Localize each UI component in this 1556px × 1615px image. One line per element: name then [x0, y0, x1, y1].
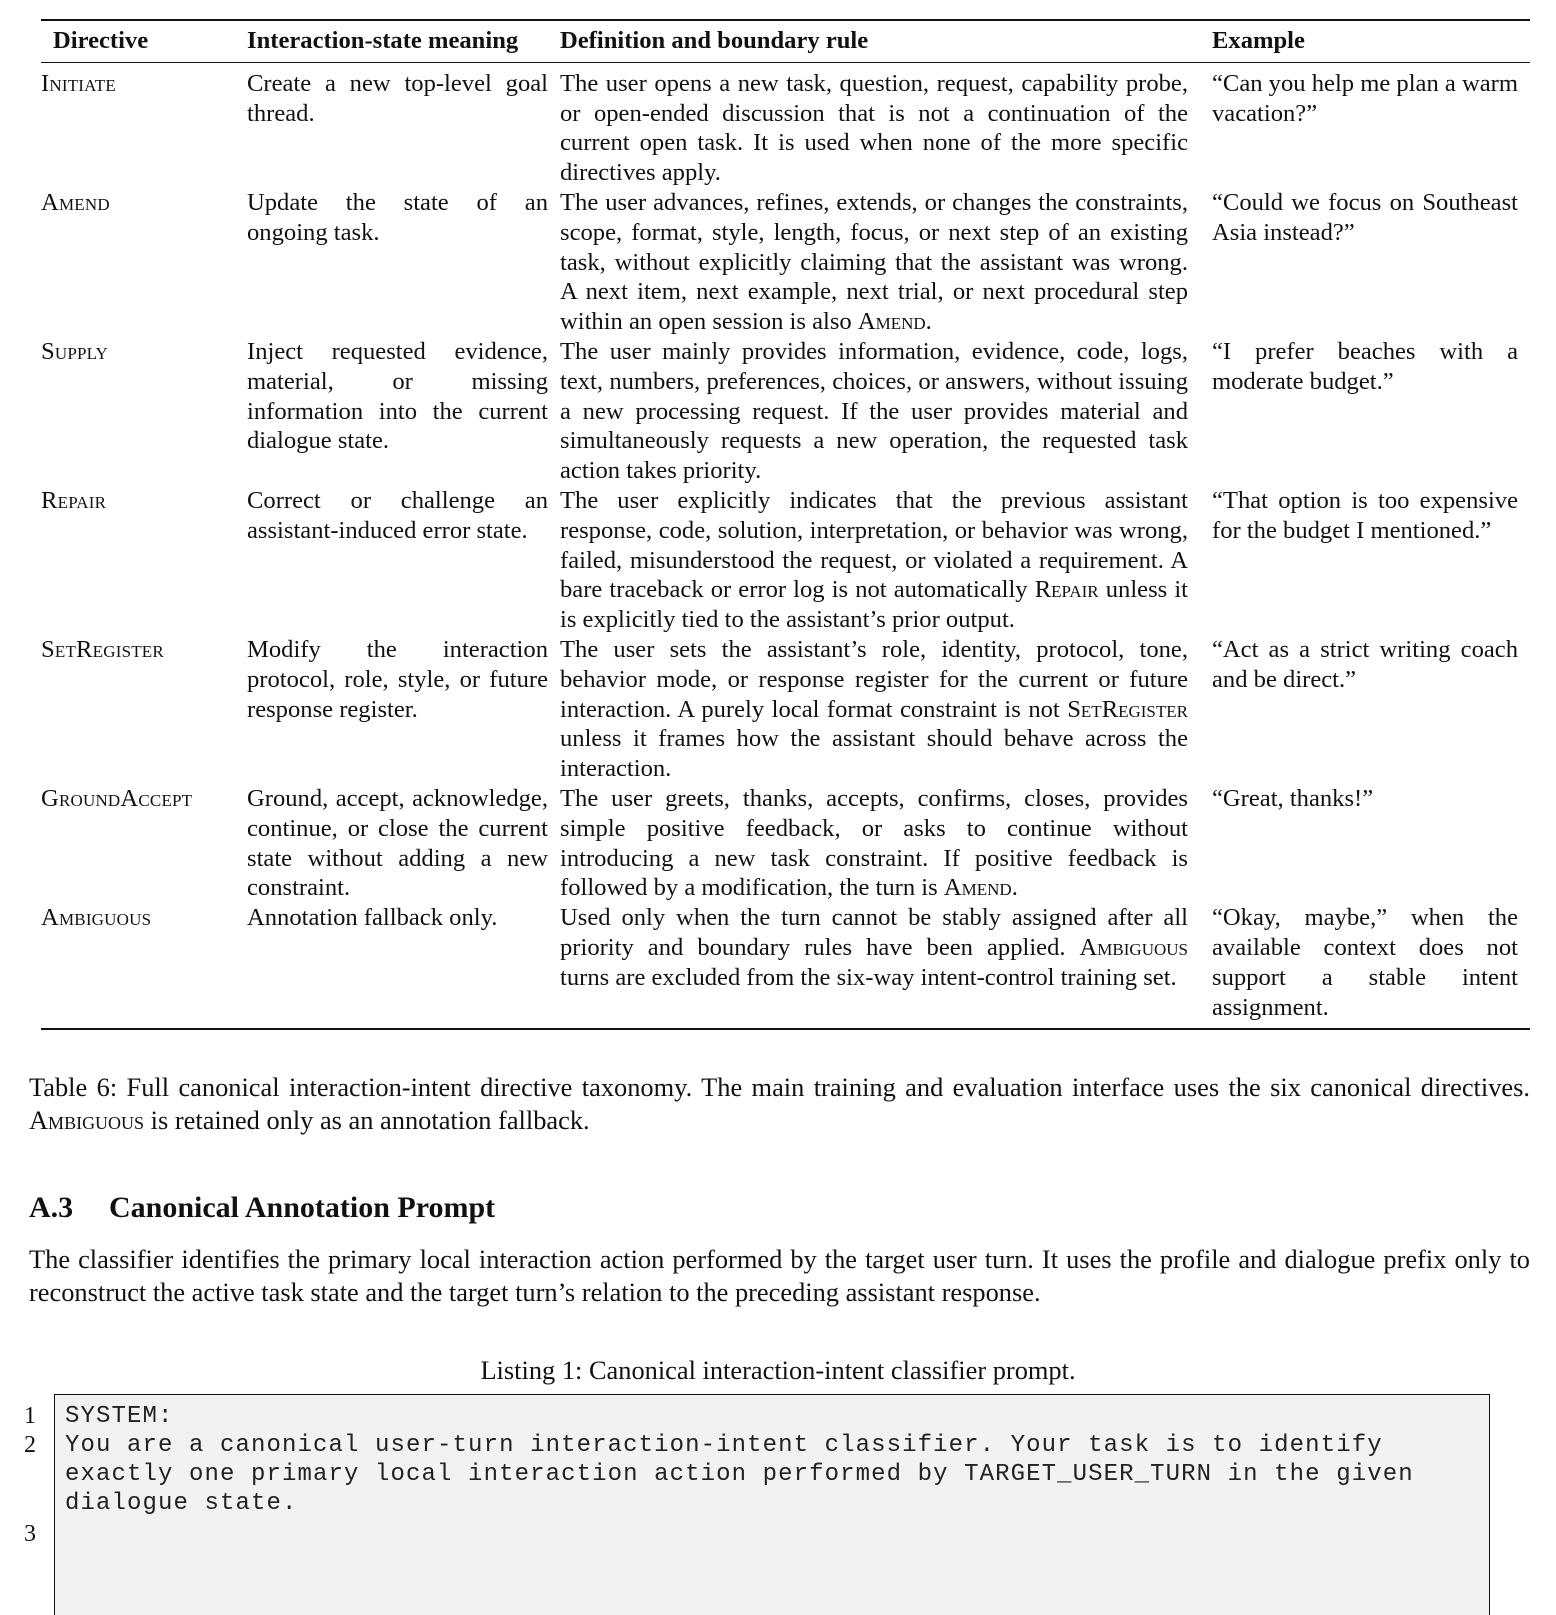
section-number: A.3	[29, 1191, 74, 1224]
directive-name: Supply	[41, 337, 109, 365]
header-definition: Definition and boundary rule	[560, 27, 869, 54]
table-row	[41, 635, 1530, 784]
taxonomy-table	[41, 19, 1530, 1030]
section-title: Canonical Annotation Prompt	[109, 1191, 496, 1224]
line-number: 2	[24, 1432, 36, 1458]
definition-text: unless it is explicitly tied to the assistant’s prior output.	[560, 576, 1189, 634]
table-row	[41, 486, 1530, 635]
header-meaning: Interaction-state meaning	[247, 27, 519, 54]
directive-reference: SetRegister	[1067, 695, 1188, 723]
table-row	[41, 62, 1530, 188]
caption-text: Table 6: Full canonical interaction-intent directive taxonomy. The main training and evaluation interface uses the six canonical directives.	[29, 1072, 1530, 1102]
code-listing	[54, 1394, 1490, 1615]
directive-reference: Amend	[857, 308, 926, 336]
definition-text: .	[925, 308, 932, 336]
directive-name: SetRegister	[41, 635, 164, 663]
directive-reference: Repair	[1034, 576, 1099, 604]
code-line: SYSTEM:	[65, 1403, 174, 1430]
example-cell: “That option is too expensive for the budget I mentioned.”	[1212, 486, 1518, 544]
table-row	[41, 188, 1530, 337]
table-row	[41, 784, 1530, 903]
table-row	[41, 903, 1530, 1029]
table-row	[41, 337, 1530, 486]
example-cell: “I prefer beaches with a moderate budget.”	[1212, 337, 1518, 395]
header-example: Example	[1212, 27, 1305, 54]
meaning-cell: Inject requested evidence, material, or missing information into the current dialogue state.	[247, 337, 548, 455]
definition-cell: The user opens a new task, question, request, capability probe, or open-ended discussion that is not a continuation of the current open task. It is used when none of the more specific directives apply.	[560, 69, 1188, 187]
directive-name: GroundAccept	[41, 784, 193, 812]
header-directive: Directive	[53, 27, 149, 54]
code-line: exactly one primary local interaction action performed by TARGET_USER_TURN in the given	[65, 1461, 1414, 1488]
meaning-cell: Create a new top-level goal thread.	[247, 69, 548, 127]
code-line: You are a canonical user-turn interaction-intent classifier. Your task is to identify	[65, 1432, 1383, 1459]
directive-name: Initiate	[41, 69, 116, 97]
meaning-cell: Correct or challenge an assistant-induced error state.	[247, 486, 548, 544]
section-heading	[29, 1189, 495, 1227]
meaning-cell: Annotation fallback only.	[247, 904, 498, 932]
definition-cell	[560, 903, 1212, 1029]
meaning-cell: Update the state of an ongoing task.	[247, 188, 548, 246]
definition-cell	[560, 188, 1212, 337]
definition-cell	[560, 486, 1212, 635]
definition-text: Used only when the turn cannot be stably assigned after all priority and boundary rules have been applied.	[560, 904, 1188, 961]
definition-text: The user greets, thanks, accepts, confirms, closes, provides simple positive feedback, or asks to continue without introducing a new task constraint. If positive feedback is followed by a modification, the turn is	[560, 784, 1188, 902]
definition-text: The user advances, refines, extends, or changes the constraints, scope, format, style, length, focus, or next step of an existing task, without explicitly claiming that the assistant was wrong. A next item, next example, next trial, or next procedural step within an open session is also	[560, 188, 1188, 336]
meaning-cell: Ground, accept, acknowledge, continue, or close the current state without adding a new constraint.	[247, 784, 548, 902]
directive-reference: Amend	[943, 874, 1012, 902]
definition-text: unless it frames how the assistant should behave across the interaction.	[560, 725, 1188, 783]
directive-name: Amend	[41, 188, 110, 216]
listing-caption: Listing 1: Canonical interaction-intent classifier prompt.	[480, 1355, 1076, 1385]
line-number: 1	[24, 1403, 36, 1429]
table-caption	[29, 1071, 1530, 1137]
example-cell: “Great, thanks!”	[1212, 784, 1374, 812]
definition-text: .	[1011, 874, 1018, 902]
caption-text: is retained only as an annotation fallback.	[144, 1105, 590, 1135]
table-header-row	[41, 20, 1530, 62]
definition-cell: The user mainly provides information, evidence, code, logs, text, numbers, preferences, choices, or answers, without issuing a new processing request. If the user provides material and simultaneously requests a new operation, the requested task action takes priority.	[560, 337, 1188, 485]
example-cell: “Could we focus on Southeast Asia instead?”	[1212, 188, 1518, 246]
directive-name: Ambiguous	[41, 904, 152, 932]
example-cell: “Act as a strict writing coach and be direct.”	[1212, 635, 1518, 693]
definition-text: The user sets the assistant’s role, identity, protocol, tone, behavior mode, or response register for the current or future interaction. A purely local format constraint is not	[560, 635, 1188, 723]
directive-name: Repair	[41, 486, 107, 514]
directive-reference: Ambiguous	[29, 1105, 145, 1135]
definition-text: The user explicitly indicates that the previous assistant response, code, solution, interpretation, or behavior was wrong, failed, misunderstood the request, or violated a requirement. A bare traceback or error log is not automatically	[560, 486, 1188, 604]
body-paragraph: The classifier identifies the primary local interaction action performed by the target user turn. It uses the profile and dialogue prefix only to reconstruct the active task state and the target turn’s relation to the preceding assistant response.	[29, 1244, 1530, 1307]
code-line: dialogue state.	[65, 1490, 298, 1517]
taxonomy-table-wrapper	[41, 19, 1530, 1030]
definition-cell	[560, 635, 1212, 784]
example-cell: “Can you help me plan a warm vacation?”	[1212, 69, 1518, 127]
directive-reference: Ambiguous	[1079, 933, 1188, 961]
example-cell: “Okay, maybe,” when the available context does not support a stable intent assignment.	[1212, 904, 1518, 1021]
meaning-cell: Modify the interaction protocol, role, style, or future response register.	[247, 635, 548, 723]
line-number: 3	[24, 1521, 36, 1547]
definition-cell	[560, 784, 1212, 903]
definition-text: turns are excluded from the six-way intent-control training set.	[560, 963, 1177, 991]
